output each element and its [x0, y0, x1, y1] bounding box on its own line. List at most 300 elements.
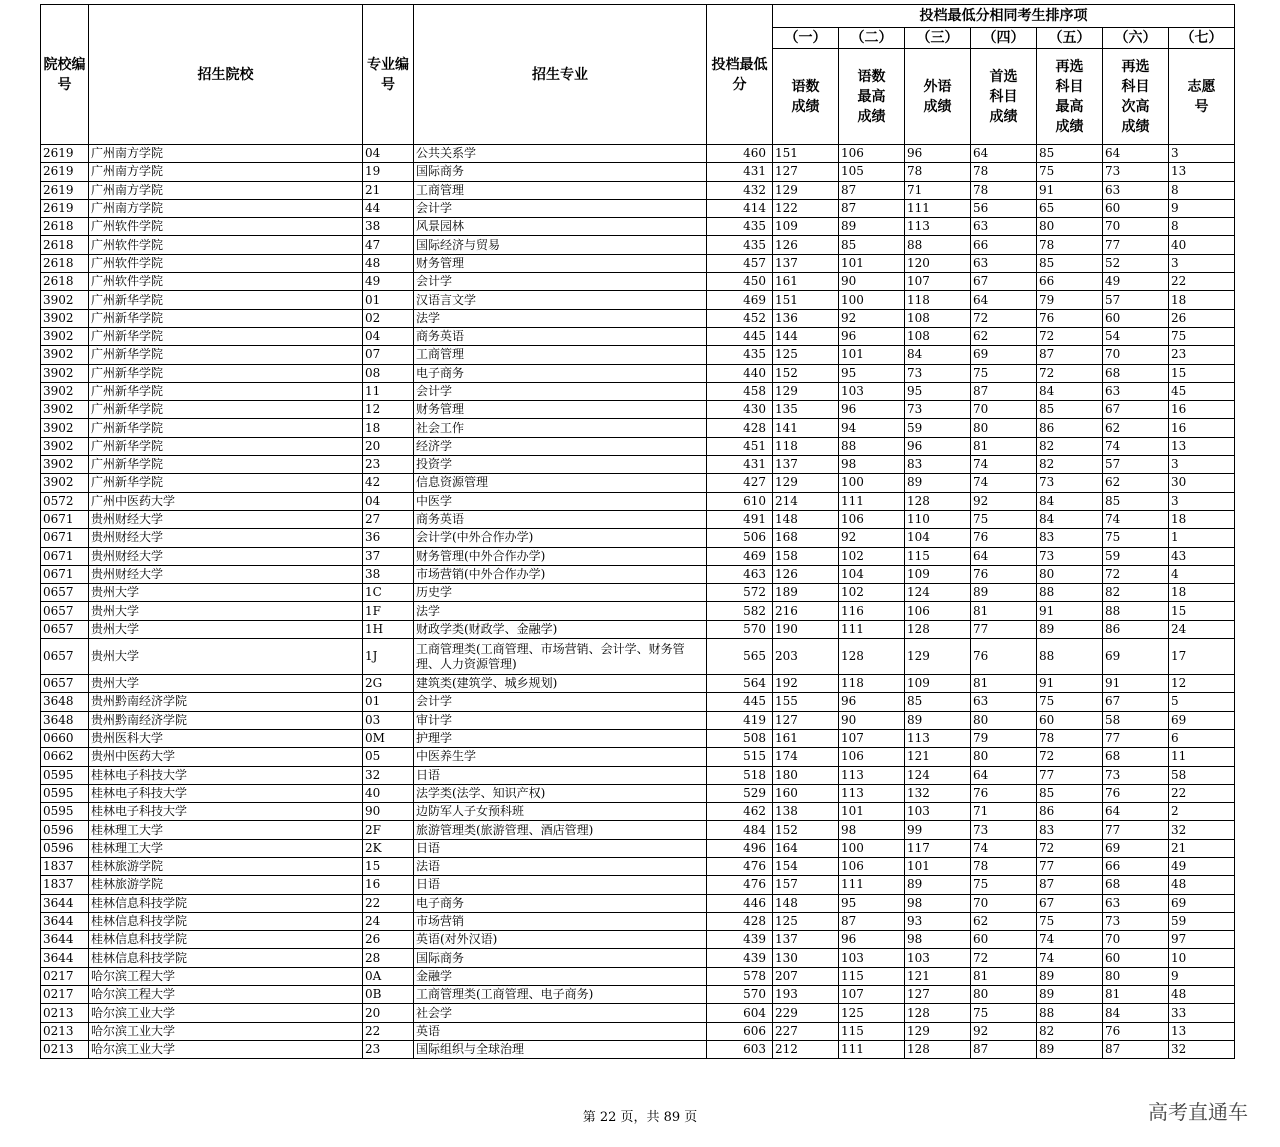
major-name-cell: 电子商务: [414, 894, 707, 912]
score-5-cell: 83: [1037, 821, 1103, 839]
table-row: [41, 273, 1235, 291]
score-6-cell: 68: [1103, 748, 1169, 766]
school-code-cell: 0657: [41, 620, 89, 638]
score-4-cell: 87: [971, 1040, 1037, 1058]
major-code-cell: 23: [363, 456, 414, 474]
min-score-cell: 451: [707, 437, 773, 455]
school-name-cell: 哈尔滨工程大学: [89, 967, 363, 985]
score-2-cell: 88: [839, 437, 905, 455]
school-code-cell: 0657: [41, 675, 89, 693]
score-5-cell: 89: [1037, 986, 1103, 1004]
major-code-cell: 2G: [363, 675, 414, 693]
school-name-cell: 桂林信息科技学院: [89, 912, 363, 930]
score-3-cell: 101: [905, 857, 971, 875]
major-name-cell: 会计学: [414, 199, 707, 217]
score-6-cell: 69: [1103, 839, 1169, 857]
major-name-cell: 社会工作: [414, 419, 707, 437]
score-6-cell: 91: [1103, 675, 1169, 693]
score-2-cell: 115: [839, 967, 905, 985]
score-3-cell: 128: [905, 1004, 971, 1022]
score-1-cell: 126: [773, 565, 839, 583]
min-score-cell: 440: [707, 364, 773, 382]
major-name-cell: 护理学: [414, 729, 707, 747]
score-6-cell: 63: [1103, 894, 1169, 912]
score-6-cell: 69: [1103, 639, 1169, 675]
header-major: 招生专业: [414, 5, 707, 145]
major-code-cell: 07: [363, 346, 414, 364]
table-row: [41, 547, 1235, 565]
score-6-cell: 59: [1103, 547, 1169, 565]
score-6-cell: 66: [1103, 857, 1169, 875]
score-5-cell: 78: [1037, 729, 1103, 747]
major-name-cell: 边防军人子女预科班: [414, 803, 707, 821]
major-code-cell: 28: [363, 949, 414, 967]
score-3-cell: 73: [905, 364, 971, 382]
score-4-cell: 78: [971, 857, 1037, 875]
table-row: [41, 163, 1235, 181]
min-score-cell: 469: [707, 291, 773, 309]
min-score-cell: 432: [707, 181, 773, 199]
major-code-cell: 49: [363, 273, 414, 291]
score-7-cell: 45: [1169, 382, 1235, 400]
score-5-cell: 91: [1037, 181, 1103, 199]
score-2-cell: 92: [839, 529, 905, 547]
score-2-cell: 100: [839, 291, 905, 309]
score-3-cell: 98: [905, 931, 971, 949]
major-code-cell: 19: [363, 163, 414, 181]
score-3-cell: 124: [905, 584, 971, 602]
score-3-cell: 104: [905, 529, 971, 547]
score-7-cell: 9: [1169, 967, 1235, 985]
score-6-cell: 63: [1103, 382, 1169, 400]
score-3-cell: 71: [905, 181, 971, 199]
score-6-cell: 80: [1103, 967, 1169, 985]
watermark: 高考直通车: [1148, 1100, 1248, 1124]
min-score-cell: 435: [707, 236, 773, 254]
score-2-cell: 111: [839, 620, 905, 638]
table-row: [41, 803, 1235, 821]
table-row: [41, 181, 1235, 199]
score-4-cell: 78: [971, 181, 1037, 199]
min-score-cell: 460: [707, 145, 773, 163]
major-name-cell: 法学: [414, 309, 707, 327]
table-row: [41, 364, 1235, 382]
major-name-cell: 日语: [414, 766, 707, 784]
score-1-cell: 136: [773, 309, 839, 327]
score-7-cell: 59: [1169, 912, 1235, 930]
score-1-cell: 127: [773, 163, 839, 181]
score-5-cell: 91: [1037, 675, 1103, 693]
min-score-cell: 450: [707, 273, 773, 291]
major-name-cell: 汉语言文学: [414, 291, 707, 309]
score-5-cell: 89: [1037, 620, 1103, 638]
major-name-cell: 投资学: [414, 456, 707, 474]
score-3-cell: 89: [905, 474, 971, 492]
school-name-cell: 桂林旅游学院: [89, 857, 363, 875]
school-code-cell: 3648: [41, 693, 89, 711]
score-3-cell: 88: [905, 236, 971, 254]
min-score-cell: 564: [707, 675, 773, 693]
score-2-cell: 106: [839, 145, 905, 163]
score-4-cell: 73: [971, 821, 1037, 839]
score-2-cell: 107: [839, 729, 905, 747]
school-code-cell: 3644: [41, 894, 89, 912]
score-7-cell: 18: [1169, 291, 1235, 309]
school-code-cell: 3902: [41, 346, 89, 364]
min-score-cell: 431: [707, 163, 773, 181]
score-5-cell: 84: [1037, 510, 1103, 528]
score-6-cell: 68: [1103, 876, 1169, 894]
school-name-cell: 贵州财经大学: [89, 510, 363, 528]
table-row: [41, 675, 1235, 693]
school-name-cell: 哈尔滨工业大学: [89, 1004, 363, 1022]
score-2-cell: 125: [839, 1004, 905, 1022]
school-name-cell: 广州中医药大学: [89, 492, 363, 510]
school-code-cell: 2618: [41, 254, 89, 272]
school-name-cell: 贵州大学: [89, 602, 363, 620]
score-3-cell: 128: [905, 492, 971, 510]
table-row: [41, 291, 1235, 309]
score-1-cell: 129: [773, 181, 839, 199]
score-1-cell: 160: [773, 784, 839, 802]
school-name-cell: 贵州黔南经济学院: [89, 711, 363, 729]
score-2-cell: 87: [839, 199, 905, 217]
score-4-cell: 62: [971, 327, 1037, 345]
major-code-cell: 22: [363, 894, 414, 912]
score-1-cell: 168: [773, 529, 839, 547]
score-7-cell: 2: [1169, 803, 1235, 821]
major-code-cell: 26: [363, 931, 414, 949]
major-code-cell: 11: [363, 382, 414, 400]
score-7-cell: 17: [1169, 639, 1235, 675]
score-1-cell: 155: [773, 693, 839, 711]
major-code-cell: 38: [363, 565, 414, 583]
score-7-cell: 43: [1169, 547, 1235, 565]
score-4-cell: 76: [971, 565, 1037, 583]
school-name-cell: 广州新华学院: [89, 327, 363, 345]
score-2-cell: 96: [839, 327, 905, 345]
min-score-cell: 463: [707, 565, 773, 583]
score-6-cell: 86: [1103, 620, 1169, 638]
score-7-cell: 13: [1169, 163, 1235, 181]
score-6-cell: 70: [1103, 346, 1169, 364]
school-name-cell: 哈尔滨工业大学: [89, 1040, 363, 1058]
score-5-cell: 76: [1037, 309, 1103, 327]
score-2-cell: 95: [839, 894, 905, 912]
min-score-cell: 484: [707, 821, 773, 839]
major-name-cell: 风景园林: [414, 218, 707, 236]
score-7-cell: 26: [1169, 309, 1235, 327]
major-name-cell: 会计学: [414, 382, 707, 400]
school-code-cell: 3902: [41, 309, 89, 327]
table-row: [41, 839, 1235, 857]
score-4-cell: 63: [971, 218, 1037, 236]
score-5-cell: 72: [1037, 364, 1103, 382]
school-name-cell: 哈尔滨工程大学: [89, 986, 363, 1004]
table-row: [41, 565, 1235, 583]
score-7-cell: 4: [1169, 565, 1235, 583]
score-6-cell: 54: [1103, 327, 1169, 345]
table-row: [41, 931, 1235, 949]
major-name-cell: 中医养生学: [414, 748, 707, 766]
score-3-cell: 117: [905, 839, 971, 857]
min-score-cell: 476: [707, 857, 773, 875]
major-code-cell: 05: [363, 748, 414, 766]
score-2-cell: 111: [839, 876, 905, 894]
school-code-cell: 3902: [41, 401, 89, 419]
score-3-cell: 115: [905, 547, 971, 565]
school-code-cell: 3648: [41, 711, 89, 729]
score-6-cell: 52: [1103, 254, 1169, 272]
school-code-cell: 0671: [41, 510, 89, 528]
table-row: [41, 309, 1235, 327]
score-3-cell: 89: [905, 876, 971, 894]
major-name-cell: 社会学: [414, 1004, 707, 1022]
score-4-cell: 92: [971, 1022, 1037, 1040]
table-row: [41, 145, 1235, 163]
min-score-cell: 506: [707, 529, 773, 547]
score-2-cell: 103: [839, 382, 905, 400]
score-5-cell: 82: [1037, 456, 1103, 474]
score-1-cell: 151: [773, 145, 839, 163]
score-3-cell: 108: [905, 309, 971, 327]
score-1-cell: 154: [773, 857, 839, 875]
score-4-cell: 74: [971, 474, 1037, 492]
score-5-cell: 84: [1037, 382, 1103, 400]
score-2-cell: 95: [839, 364, 905, 382]
header-major-code: 专业编号: [363, 5, 414, 145]
score-1-cell: 203: [773, 639, 839, 675]
major-name-cell: 会计学: [414, 693, 707, 711]
score-1-cell: 125: [773, 346, 839, 364]
major-code-cell: 0A: [363, 967, 414, 985]
score-4-cell: 64: [971, 547, 1037, 565]
table-row: [41, 912, 1235, 930]
major-name-cell: 财务管理: [414, 254, 707, 272]
score-7-cell: 3: [1169, 456, 1235, 474]
major-code-cell: 24: [363, 912, 414, 930]
score-4-cell: 63: [971, 693, 1037, 711]
major-code-cell: 20: [363, 1004, 414, 1022]
score-5-cell: 88: [1037, 1004, 1103, 1022]
table-row: [41, 620, 1235, 638]
score-3-cell: 128: [905, 1040, 971, 1058]
score-6-cell: 67: [1103, 693, 1169, 711]
major-code-cell: 2F: [363, 821, 414, 839]
score-7-cell: 18: [1169, 584, 1235, 602]
school-code-cell: 0213: [41, 1040, 89, 1058]
score-3-cell: 59: [905, 419, 971, 437]
header-sub-1: （一）: [773, 28, 839, 49]
score-1-cell: 135: [773, 401, 839, 419]
school-name-cell: 广州南方学院: [89, 163, 363, 181]
score-7-cell: 22: [1169, 784, 1235, 802]
min-score-cell: 457: [707, 254, 773, 272]
score-6-cell: 77: [1103, 236, 1169, 254]
score-2-cell: 107: [839, 986, 905, 1004]
school-name-cell: 贵州大学: [89, 620, 363, 638]
major-name-cell: 旅游管理类(旅游管理、酒店管理): [414, 821, 707, 839]
school-name-cell: 贵州财经大学: [89, 565, 363, 583]
score-1-cell: 137: [773, 931, 839, 949]
score-5-cell: 75: [1037, 693, 1103, 711]
score-4-cell: 79: [971, 729, 1037, 747]
score-1-cell: 174: [773, 748, 839, 766]
school-code-cell: 3902: [41, 456, 89, 474]
major-name-cell: 国际商务: [414, 949, 707, 967]
score-5-cell: 87: [1037, 346, 1103, 364]
header-sub-5: （五）: [1037, 28, 1103, 49]
score-4-cell: 81: [971, 602, 1037, 620]
score-7-cell: 1: [1169, 529, 1235, 547]
score-5-cell: 89: [1037, 1040, 1103, 1058]
school-name-cell: 贵州大学: [89, 584, 363, 602]
score-1-cell: 118: [773, 437, 839, 455]
score-7-cell: 48: [1169, 876, 1235, 894]
header-label-3: 外语成绩: [905, 49, 971, 145]
score-5-cell: 84: [1037, 492, 1103, 510]
score-4-cell: 75: [971, 364, 1037, 382]
score-3-cell: 73: [905, 401, 971, 419]
score-6-cell: 57: [1103, 456, 1169, 474]
header-min-score: 投档最低分: [707, 5, 773, 145]
header-label-2: 语数最高成绩: [839, 49, 905, 145]
min-score-cell: 570: [707, 620, 773, 638]
min-score-cell: 496: [707, 839, 773, 857]
major-name-cell: 工商管理类(工商管理、市场营销、会计学、财务管理、人力资源管理): [414, 639, 707, 675]
school-code-cell: 0595: [41, 784, 89, 802]
table-row: [41, 1022, 1235, 1040]
score-4-cell: 81: [971, 675, 1037, 693]
major-name-cell: 英语(对外汉语): [414, 931, 707, 949]
school-name-cell: 广州南方学院: [89, 199, 363, 217]
score-5-cell: 80: [1037, 565, 1103, 583]
score-7-cell: 11: [1169, 748, 1235, 766]
school-code-cell: 0217: [41, 986, 89, 1004]
school-name-cell: 桂林信息科技学院: [89, 894, 363, 912]
score-2-cell: 98: [839, 821, 905, 839]
header-sub-6: （六）: [1103, 28, 1169, 49]
score-6-cell: 63: [1103, 181, 1169, 199]
score-6-cell: 68: [1103, 364, 1169, 382]
score-5-cell: 82: [1037, 1022, 1103, 1040]
score-4-cell: 76: [971, 529, 1037, 547]
score-7-cell: 33: [1169, 1004, 1235, 1022]
min-score-cell: 446: [707, 894, 773, 912]
header-sub-2: （二）: [839, 28, 905, 49]
score-7-cell: 32: [1169, 1040, 1235, 1058]
major-name-cell: 日语: [414, 876, 707, 894]
major-code-cell: 37: [363, 547, 414, 565]
score-2-cell: 105: [839, 163, 905, 181]
score-5-cell: 72: [1037, 327, 1103, 345]
score-7-cell: 12: [1169, 675, 1235, 693]
school-code-cell: 1837: [41, 876, 89, 894]
score-2-cell: 113: [839, 766, 905, 784]
score-5-cell: 75: [1037, 912, 1103, 930]
score-3-cell: 89: [905, 711, 971, 729]
score-7-cell: 16: [1169, 401, 1235, 419]
school-name-cell: 广州新华学院: [89, 291, 363, 309]
score-5-cell: 78: [1037, 236, 1103, 254]
score-7-cell: 49: [1169, 857, 1235, 875]
score-1-cell: 152: [773, 364, 839, 382]
score-4-cell: 81: [971, 437, 1037, 455]
score-4-cell: 87: [971, 382, 1037, 400]
score-2-cell: 111: [839, 492, 905, 510]
school-name-cell: 广州新华学院: [89, 419, 363, 437]
score-1-cell: 138: [773, 803, 839, 821]
school-name-cell: 广州新华学院: [89, 382, 363, 400]
score-6-cell: 62: [1103, 419, 1169, 437]
score-4-cell: 66: [971, 236, 1037, 254]
score-2-cell: 113: [839, 784, 905, 802]
score-4-cell: 67: [971, 273, 1037, 291]
score-2-cell: 104: [839, 565, 905, 583]
score-6-cell: 73: [1103, 766, 1169, 784]
min-score-cell: 452: [707, 309, 773, 327]
school-name-cell: 广州新华学院: [89, 309, 363, 327]
score-1-cell: 227: [773, 1022, 839, 1040]
score-6-cell: 58: [1103, 711, 1169, 729]
page-footer: 第 22 页，共 89 页: [582, 1110, 698, 1125]
score-4-cell: 62: [971, 912, 1037, 930]
score-3-cell: 109: [905, 565, 971, 583]
school-code-cell: 3902: [41, 291, 89, 309]
school-code-cell: 3902: [41, 327, 89, 345]
score-2-cell: 87: [839, 912, 905, 930]
score-3-cell: 121: [905, 748, 971, 766]
school-name-cell: 桂林电子科技大学: [89, 784, 363, 802]
score-5-cell: 82: [1037, 437, 1103, 455]
score-4-cell: 60: [971, 931, 1037, 949]
school-code-cell: 0596: [41, 821, 89, 839]
score-4-cell: 75: [971, 510, 1037, 528]
score-6-cell: 60: [1103, 199, 1169, 217]
min-score-cell: 445: [707, 327, 773, 345]
table-row: [41, 784, 1235, 802]
major-name-cell: 法学: [414, 602, 707, 620]
table-row: [41, 492, 1235, 510]
score-1-cell: 125: [773, 912, 839, 930]
score-3-cell: 93: [905, 912, 971, 930]
score-5-cell: 86: [1037, 803, 1103, 821]
score-5-cell: 65: [1037, 199, 1103, 217]
score-1-cell: 157: [773, 876, 839, 894]
score-7-cell: 75: [1169, 327, 1235, 345]
score-5-cell: 85: [1037, 145, 1103, 163]
score-3-cell: 99: [905, 821, 971, 839]
school-name-cell: 广州新华学院: [89, 474, 363, 492]
score-5-cell: 72: [1037, 748, 1103, 766]
school-name-cell: 广州软件学院: [89, 254, 363, 272]
score-4-cell: 63: [971, 254, 1037, 272]
score-3-cell: 127: [905, 986, 971, 1004]
score-3-cell: 129: [905, 1022, 971, 1040]
score-7-cell: 69: [1169, 711, 1235, 729]
school-name-cell: 广州软件学院: [89, 218, 363, 236]
min-score-cell: 435: [707, 346, 773, 364]
major-name-cell: 金融学: [414, 967, 707, 985]
score-3-cell: 83: [905, 456, 971, 474]
score-3-cell: 109: [905, 675, 971, 693]
score-1-cell: 158: [773, 547, 839, 565]
header-label-7: 志愿号: [1169, 49, 1235, 145]
school-code-cell: 3902: [41, 437, 89, 455]
score-2-cell: 89: [839, 218, 905, 236]
table-row: [41, 419, 1235, 437]
min-score-cell: 604: [707, 1004, 773, 1022]
